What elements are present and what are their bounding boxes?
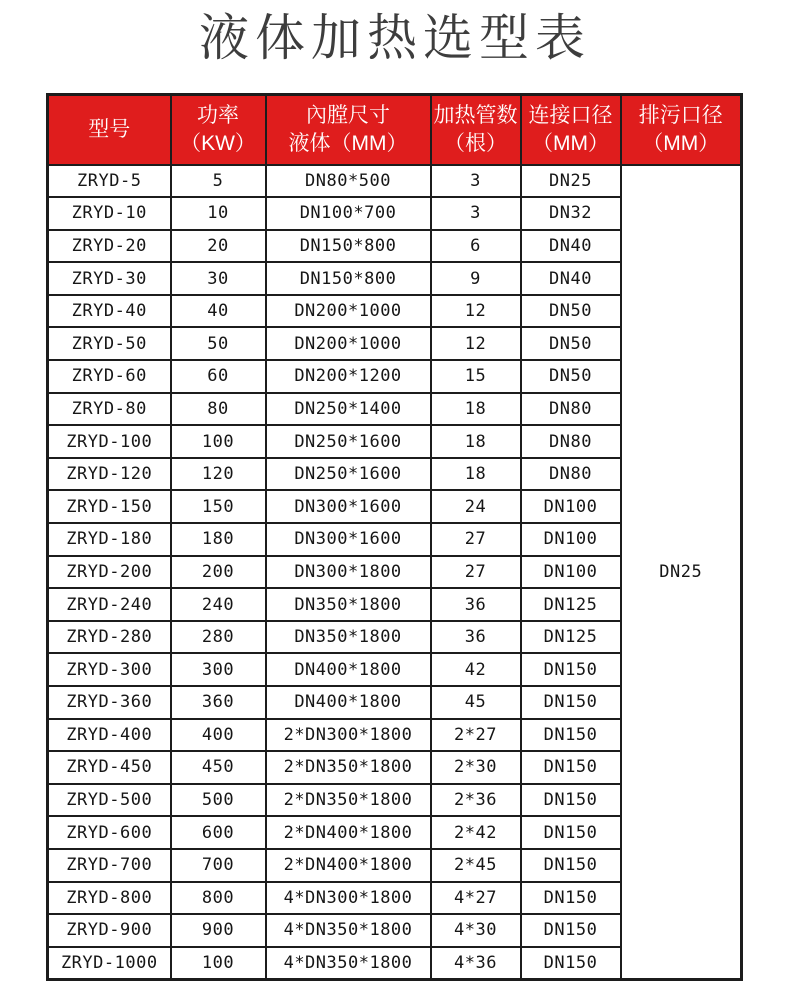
table-cell: DN125 [521,588,621,621]
table-cell: 4*DN350*1800 [266,914,431,947]
table-cell: DN250*1600 [266,458,431,491]
table-cell: 5 [171,165,266,198]
table-cell: DN250*1600 [266,425,431,458]
table-cell: ZRYD-30 [48,262,171,295]
table-cell: 180 [171,523,266,556]
header-cell-model [48,95,171,165]
header-label-line: 排污口径 [638,103,723,127]
table-cell: 42 [431,653,521,686]
table-cell: DN150 [521,686,621,719]
table-cell: 360 [171,686,266,719]
table-cell: 60 [171,360,266,393]
table-row [48,165,742,198]
table-cell: ZRYD-240 [48,588,171,621]
table-cell: DN350*1800 [266,621,431,654]
table-cell: 27 [431,556,521,589]
table-body [48,165,742,980]
table-cell: 2*DN300*1800 [266,719,431,752]
table-cell: DN150 [521,751,621,784]
table-cell: 2*DN400*1800 [266,849,431,882]
table-cell: 450 [171,751,266,784]
table-cell: DN250*1400 [266,393,431,426]
table-cell: DN300*1600 [266,523,431,556]
table-cell: DN100 [521,556,621,589]
table-cell: DN150 [521,653,621,686]
table-cell: 4*36 [431,947,521,980]
header-label-line: 功率 [197,103,239,127]
table-cell: 30 [171,262,266,295]
table-cell: ZRYD-40 [48,295,171,328]
table-cell: DN150 [521,784,621,817]
table-cell: 18 [431,425,521,458]
table-cell: 15 [431,360,521,393]
header-label-line: 加热管数 [433,103,518,127]
table-cell: ZRYD-100 [48,425,171,458]
table-cell: 6 [431,230,521,263]
table-cell: DN150 [521,719,621,752]
table-cell: 20 [171,230,266,263]
table-cell: 900 [171,914,266,947]
table-cell: 400 [171,719,266,752]
table-cell: DN300*1800 [266,556,431,589]
table-cell: 2*45 [431,849,521,882]
table-cell: 80 [171,393,266,426]
table-cell: DN150*800 [266,262,431,295]
table-cell: DN400*1800 [266,686,431,719]
header-cell-power [171,95,266,165]
table-cell: DN50 [521,360,621,393]
table-cell: DN150 [521,849,621,882]
table-cell: DN40 [521,230,621,263]
header-row [48,95,742,165]
table-cell: 2*36 [431,784,521,817]
table-header [48,95,742,165]
table-cell: 45 [431,686,521,719]
table-cell: 18 [431,458,521,491]
table-cell: 700 [171,849,266,882]
table-cell: 500 [171,784,266,817]
table-cell: 100 [171,947,266,980]
table-cell: DN150 [521,882,621,915]
table-cell: ZRYD-10 [48,197,171,230]
table-cell: 3 [431,197,521,230]
table-cell: 24 [431,490,521,523]
table-cell: ZRYD-150 [48,490,171,523]
table-cell: ZRYD-500 [48,784,171,817]
header-cell-chamber [266,95,431,165]
table-cell: 36 [431,588,521,621]
table-cell: ZRYD-50 [48,327,171,360]
table-cell: 9 [431,262,521,295]
table-cell: DN40 [521,262,621,295]
table-cell: DN150*800 [266,230,431,263]
table-cell: ZRYD-180 [48,523,171,556]
table-cell: ZRYD-600 [48,816,171,849]
table-cell: 800 [171,882,266,915]
table-cell: DN80*500 [266,165,431,198]
table-cell: 4*DN300*1800 [266,882,431,915]
header-label-line: （MM） [532,131,609,155]
table-cell: 300 [171,653,266,686]
table-cell: DN150 [521,816,621,849]
table-cell: 2*27 [431,719,521,752]
table-cell: DN32 [521,197,621,230]
table-cell: ZRYD-5 [48,165,171,198]
table-cell: DN150 [521,914,621,947]
header-label-line: （根） [444,131,507,155]
header-label-line: 连接口径 [528,103,613,127]
spec-table [46,93,743,981]
table-cell: 2*DN350*1800 [266,784,431,817]
table-cell: 2*DN400*1800 [266,816,431,849]
table-cell: DN150 [521,947,621,980]
table-cell: 150 [171,490,266,523]
header-label-line: 液体（MM） [288,131,408,155]
header-label-line: （KW） [180,131,256,155]
table-cell: DN200*1200 [266,360,431,393]
table-cell: DN200*1000 [266,295,431,328]
table-cell: ZRYD-1000 [48,947,171,980]
page-title: 液体加热选型表 [199,10,591,66]
table-cell: DN350*1800 [266,588,431,621]
table-cell: ZRYD-450 [48,751,171,784]
header-cell-drain [621,95,742,165]
table-cell: ZRYD-400 [48,719,171,752]
table-cell: ZRYD-800 [48,882,171,915]
table-cell: DN80 [521,458,621,491]
table-cell: 240 [171,588,266,621]
table-cell: DN400*1800 [266,653,431,686]
table-cell: 100 [171,425,266,458]
table-cell: ZRYD-900 [48,914,171,947]
table-cell: ZRYD-20 [48,230,171,263]
table-cell: DN80 [521,393,621,426]
table-cell: DN25 [521,165,621,198]
header-cell-tubes [431,95,521,165]
table-cell: 27 [431,523,521,556]
table-cell: 4*30 [431,914,521,947]
table-cell: ZRYD-360 [48,686,171,719]
table-cell: 120 [171,458,266,491]
table-cell: 2*42 [431,816,521,849]
table-cell: DN50 [521,327,621,360]
table-cell: ZRYD-300 [48,653,171,686]
table-cell: 2*DN350*1800 [266,751,431,784]
table-cell: DN100 [521,523,621,556]
table-cell: DN80 [521,425,621,458]
table-cell: 40 [171,295,266,328]
table-cell: ZRYD-60 [48,360,171,393]
table-cell: ZRYD-200 [48,556,171,589]
table-cell: 12 [431,327,521,360]
header-label-line: （MM） [642,131,720,155]
table-cell: 280 [171,621,266,654]
table-cell: DN200*1000 [266,327,431,360]
table-cell: DN50 [521,295,621,328]
header-label-line: 型号 [88,117,131,141]
header-label-line: 內膛尺寸 [306,103,390,127]
table-cell: 10 [171,197,266,230]
table-cell: 600 [171,816,266,849]
table-cell: ZRYD-280 [48,621,171,654]
table-cell: DN300*1600 [266,490,431,523]
table-cell: 36 [431,621,521,654]
table-cell: 4*27 [431,882,521,915]
header-cell-connection [521,95,621,165]
table-cell: ZRYD-120 [48,458,171,491]
table-cell: 200 [171,556,266,589]
table-cell: 50 [171,327,266,360]
table-cell: ZRYD-80 [48,393,171,426]
table-cell: 12 [431,295,521,328]
table-cell: DN125 [521,621,621,654]
table-cell: 18 [431,393,521,426]
table-cell: 3 [431,165,521,198]
merged-drain-cell: DN25 [621,165,742,980]
table-cell: ZRYD-700 [48,849,171,882]
table-cell: DN100*700 [266,197,431,230]
table-cell: DN100 [521,490,621,523]
table-cell: 4*DN350*1800 [266,947,431,980]
table-cell: 2*30 [431,751,521,784]
